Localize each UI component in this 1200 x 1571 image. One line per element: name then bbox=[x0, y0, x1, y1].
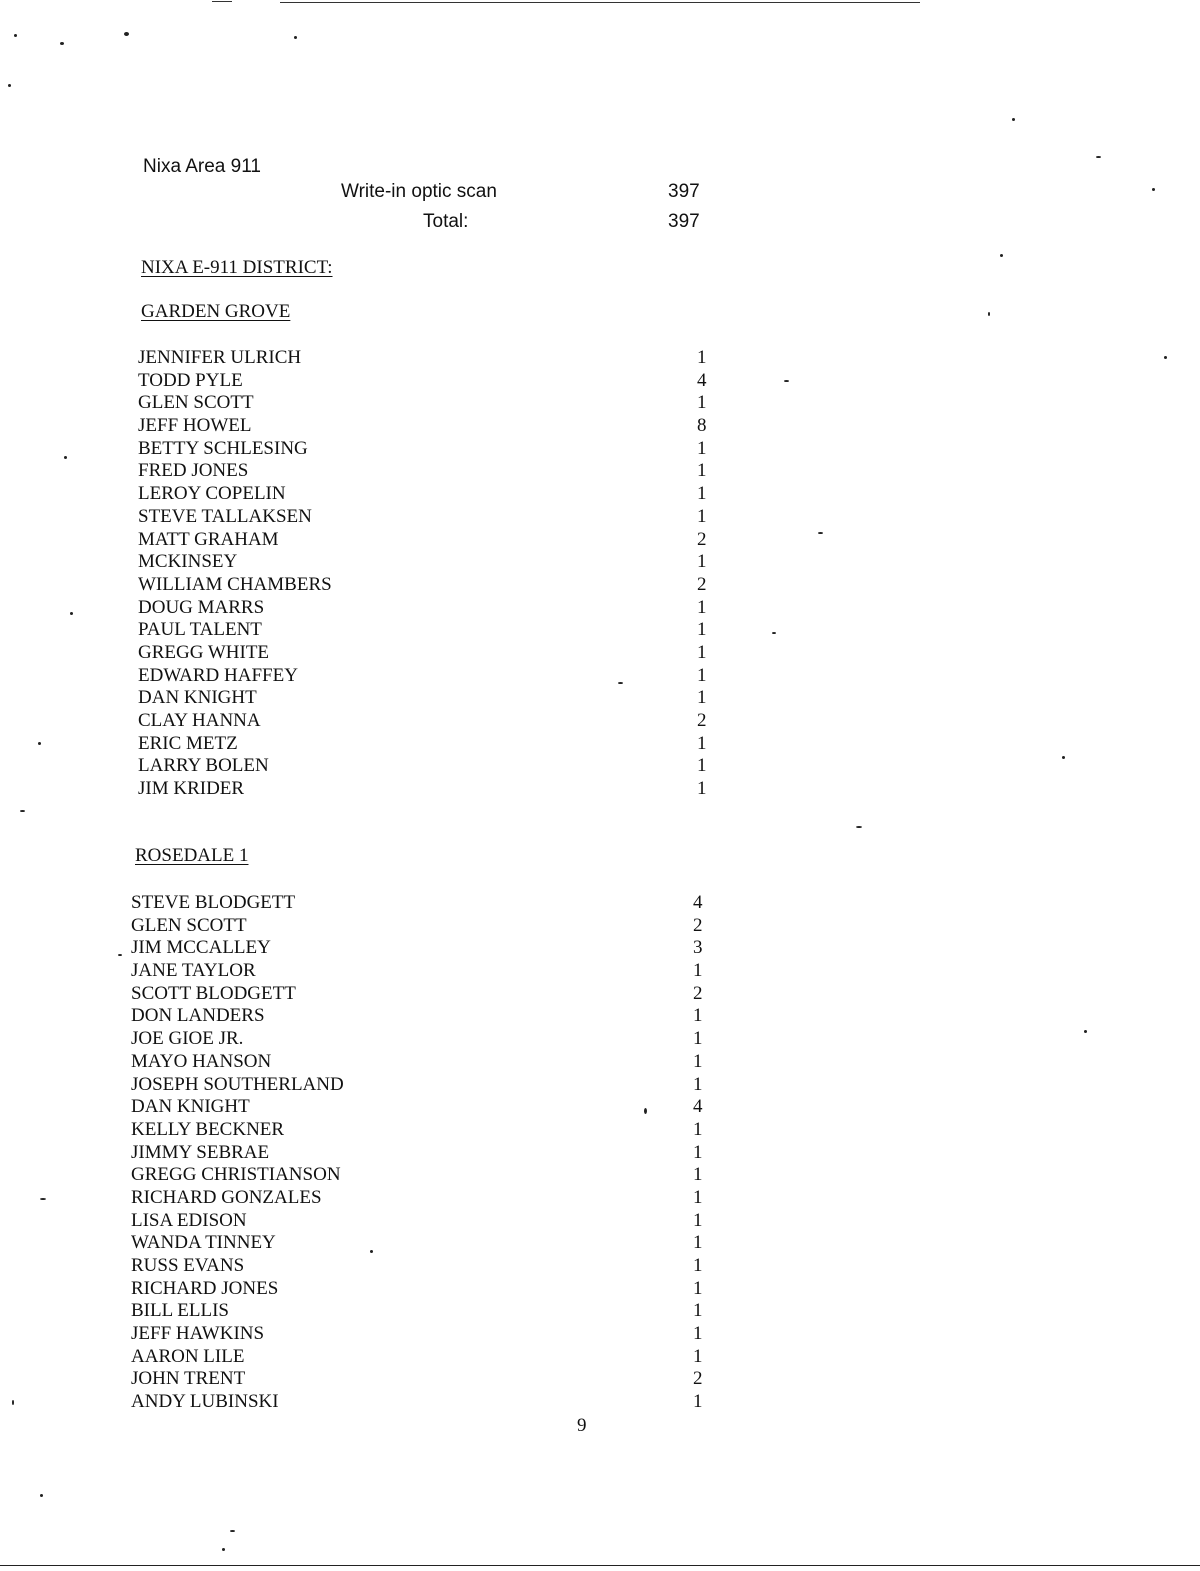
candidate-name: EDWARD HAFFEY bbox=[138, 664, 298, 686]
scan-speck bbox=[20, 810, 25, 812]
list-item bbox=[131, 892, 711, 915]
vote-count: 1 bbox=[693, 1118, 703, 1140]
district-heading: NIXA E-911 DISTRICT: bbox=[141, 257, 333, 278]
list-item bbox=[138, 574, 718, 597]
vote-count: 1 bbox=[697, 347, 707, 368]
vote-count: 1 bbox=[697, 483, 707, 505]
scan-speck bbox=[1012, 118, 1015, 121]
list-item bbox=[138, 460, 718, 483]
list-item bbox=[131, 1346, 711, 1369]
vote-count: 4 bbox=[693, 1096, 703, 1118]
list-item bbox=[131, 983, 711, 1006]
vote-count: 1 bbox=[693, 1277, 703, 1299]
scan-speck bbox=[12, 1400, 14, 1405]
candidate-name: RICHARD JONES bbox=[131, 1277, 279, 1299]
vote-count: 1 bbox=[693, 1391, 703, 1413]
candidate-name: BILL ELLIS bbox=[131, 1300, 229, 1322]
vote-count: 1 bbox=[693, 1232, 703, 1254]
candidate-name: JIMMY SEBRAE bbox=[131, 1141, 270, 1163]
vote-count: 1 bbox=[693, 1050, 703, 1072]
list-item bbox=[138, 778, 718, 801]
scan-speck bbox=[64, 456, 67, 459]
total-value: 397 bbox=[668, 211, 700, 232]
vote-count: 4 bbox=[693, 892, 703, 913]
vote-count: 1 bbox=[693, 1300, 703, 1322]
list-item bbox=[131, 1096, 711, 1119]
candidate-name: STEVE BLODGETT bbox=[131, 892, 296, 913]
candidate-name: JOE GIOE JR. bbox=[131, 1028, 244, 1050]
candidate-name: MAYO HANSON bbox=[131, 1050, 272, 1072]
list-item bbox=[131, 1051, 711, 1074]
scan-speck bbox=[60, 42, 64, 45]
rosedale-1-list bbox=[131, 892, 711, 1414]
scan-speck bbox=[618, 682, 623, 684]
vote-count: 1 bbox=[697, 551, 707, 573]
candidate-name: JEFF HAWKINS bbox=[131, 1323, 265, 1345]
list-item bbox=[131, 1278, 711, 1301]
candidate-name: SCOTT BLODGETT bbox=[131, 982, 296, 1004]
scan-speck bbox=[644, 1108, 647, 1114]
vote-count: 1 bbox=[697, 619, 707, 641]
vote-count: 1 bbox=[693, 1323, 703, 1345]
scan-speck bbox=[222, 1548, 225, 1551]
top-scan-rule bbox=[280, 2, 920, 3]
candidate-name: DON LANDERS bbox=[131, 1005, 265, 1027]
vote-count: 1 bbox=[693, 960, 703, 982]
list-item bbox=[131, 1255, 711, 1278]
page-number: 9 bbox=[577, 1415, 587, 1436]
list-item bbox=[138, 733, 718, 756]
candidate-name: DOUG MARRS bbox=[138, 596, 265, 618]
candidate-name: JIM KRIDER bbox=[138, 778, 245, 800]
scan-speck bbox=[772, 632, 776, 634]
garden-grove-list bbox=[138, 347, 718, 801]
vote-count: 1 bbox=[693, 1209, 703, 1231]
vote-count: 4 bbox=[697, 369, 707, 391]
vote-count: 1 bbox=[697, 505, 707, 527]
top-scan-rule-short bbox=[212, 1, 232, 2]
scan-speck bbox=[856, 826, 862, 828]
list-item bbox=[131, 1368, 711, 1391]
section-heading-garden-grove: GARDEN GROVE bbox=[141, 301, 291, 322]
candidate-name: JOSEPH SOUTHERLAND bbox=[131, 1073, 344, 1095]
candidate-name: WILLIAM CHAMBERS bbox=[138, 573, 332, 595]
scan-speck bbox=[1152, 188, 1155, 191]
candidate-name: CLAY HANNA bbox=[138, 710, 261, 731]
list-item bbox=[131, 1187, 711, 1210]
vote-count: 1 bbox=[697, 687, 707, 709]
candidate-name: AARON LILE bbox=[131, 1345, 245, 1367]
scan-speck bbox=[1096, 156, 1101, 158]
vote-count: 1 bbox=[697, 596, 707, 618]
candidate-name: GREGG CHRISTIANSON bbox=[131, 1164, 341, 1186]
vote-count: 2 bbox=[693, 982, 703, 1004]
candidate-name: DAN KNIGHT bbox=[131, 1096, 250, 1118]
list-item bbox=[131, 1142, 711, 1165]
candidate-name: JANE TAYLOR bbox=[131, 960, 256, 982]
list-item bbox=[131, 1164, 711, 1187]
candidate-name: RUSS EVANS bbox=[131, 1255, 245, 1276]
scan-speck bbox=[370, 1250, 373, 1253]
list-item bbox=[138, 551, 718, 574]
list-item bbox=[138, 506, 718, 529]
scan-speck bbox=[40, 1198, 46, 1200]
list-item bbox=[138, 755, 718, 778]
candidate-name: MCKINSEY bbox=[138, 551, 238, 573]
list-item bbox=[131, 915, 711, 938]
scan-speck bbox=[70, 612, 73, 615]
scan-speck bbox=[38, 742, 41, 745]
list-item bbox=[138, 619, 718, 642]
vote-count: 1 bbox=[697, 392, 707, 414]
candidate-name: GREGG WHITE bbox=[138, 641, 270, 663]
candidate-name: RICHARD GONZALES bbox=[131, 1186, 322, 1208]
candidate-name: BETTY SCHLESING bbox=[138, 437, 308, 459]
list-item bbox=[138, 438, 718, 461]
candidate-name: STEVE TALLAKSEN bbox=[138, 505, 312, 527]
vote-count: 3 bbox=[693, 937, 703, 959]
list-item bbox=[138, 529, 718, 552]
list-item bbox=[131, 1074, 711, 1097]
scan-speck bbox=[1000, 254, 1003, 257]
scan-speck bbox=[124, 32, 129, 36]
section-heading-rosedale-1: ROSEDALE 1 bbox=[135, 845, 249, 866]
candidate-name: KELLY BECKNER bbox=[131, 1118, 285, 1140]
candidate-name: GLEN SCOTT bbox=[138, 392, 254, 414]
list-item bbox=[138, 483, 718, 506]
vote-count: 1 bbox=[697, 755, 707, 777]
list-item bbox=[131, 1210, 711, 1233]
vote-count: 1 bbox=[693, 1005, 703, 1027]
scan-speck bbox=[14, 34, 17, 37]
candidate-name: JOHN TRENT bbox=[131, 1368, 246, 1390]
candidate-name: TODD PYLE bbox=[138, 369, 243, 391]
vote-count: 1 bbox=[697, 460, 707, 482]
write-in-label: Write-in optic scan bbox=[341, 181, 497, 202]
vote-count: 1 bbox=[693, 1345, 703, 1367]
list-item bbox=[138, 392, 718, 415]
candidate-name: DAN KNIGHT bbox=[138, 687, 257, 709]
vote-count: 2 bbox=[693, 914, 703, 936]
candidate-name: JIM MCCALLEY bbox=[131, 937, 271, 959]
vote-count: 1 bbox=[693, 1186, 703, 1208]
candidate-name: LEROY COPELIN bbox=[138, 483, 286, 505]
vote-count: 1 bbox=[697, 437, 707, 459]
list-item bbox=[131, 1323, 711, 1346]
scan-speck bbox=[818, 532, 823, 534]
list-item bbox=[131, 937, 711, 960]
vote-count: 1 bbox=[693, 1255, 703, 1276]
list-item bbox=[138, 597, 718, 620]
list-item bbox=[131, 1005, 711, 1028]
candidate-name: WANDA TINNEY bbox=[131, 1232, 276, 1254]
vote-count: 1 bbox=[693, 1164, 703, 1186]
list-item bbox=[131, 960, 711, 983]
scan-speck bbox=[118, 954, 122, 956]
vote-count: 1 bbox=[697, 778, 707, 800]
vote-count: 1 bbox=[697, 641, 707, 663]
scan-speck bbox=[784, 380, 789, 382]
list-item bbox=[131, 1300, 711, 1323]
vote-count: 2 bbox=[693, 1368, 703, 1390]
scan-speck bbox=[8, 84, 11, 87]
list-item bbox=[138, 642, 718, 665]
candidate-name: ERIC METZ bbox=[138, 732, 238, 754]
vote-count: 1 bbox=[693, 1141, 703, 1163]
vote-count: 1 bbox=[693, 1028, 703, 1050]
list-item bbox=[138, 415, 718, 438]
candidate-name: LISA EDISON bbox=[131, 1209, 247, 1231]
scan-speck bbox=[1164, 356, 1167, 359]
list-item bbox=[138, 347, 718, 370]
list-item bbox=[138, 665, 718, 688]
scan-speck bbox=[1084, 1030, 1087, 1033]
vote-count: 1 bbox=[693, 1073, 703, 1095]
candidate-name: FRED JONES bbox=[138, 460, 249, 482]
vote-count: 2 bbox=[697, 710, 707, 731]
list-item bbox=[138, 370, 718, 393]
list-item bbox=[131, 1119, 711, 1142]
scan-speck bbox=[1062, 756, 1065, 759]
candidate-name: JENNIFER ULRICH bbox=[138, 347, 302, 368]
list-item bbox=[138, 687, 718, 710]
candidate-name: JEFF HOWEL bbox=[138, 415, 252, 437]
vote-count: 2 bbox=[697, 573, 707, 595]
vote-count: 8 bbox=[697, 415, 707, 437]
write-in-value: 397 bbox=[668, 181, 700, 202]
candidate-name: PAUL TALENT bbox=[138, 619, 262, 641]
list-item bbox=[131, 1391, 711, 1414]
candidate-name: MATT GRAHAM bbox=[138, 528, 279, 550]
total-label: Total: bbox=[423, 211, 469, 232]
vote-count: 1 bbox=[697, 732, 707, 754]
scan-speck bbox=[294, 36, 297, 39]
vote-count: 2 bbox=[697, 528, 707, 550]
scan-speck bbox=[230, 1530, 235, 1532]
area-title: Nixa Area 911 bbox=[143, 156, 261, 177]
vote-count: 1 bbox=[697, 664, 707, 686]
bottom-scan-rule bbox=[0, 1565, 1200, 1566]
scan-speck bbox=[988, 312, 990, 316]
list-item bbox=[131, 1232, 711, 1255]
candidate-name: GLEN SCOTT bbox=[131, 914, 247, 936]
scan-speck bbox=[40, 1494, 43, 1497]
candidate-name: ANDY LUBINSKI bbox=[131, 1391, 279, 1413]
candidate-name: LARRY BOLEN bbox=[138, 755, 269, 777]
list-item bbox=[138, 710, 718, 733]
list-item bbox=[131, 1028, 711, 1051]
